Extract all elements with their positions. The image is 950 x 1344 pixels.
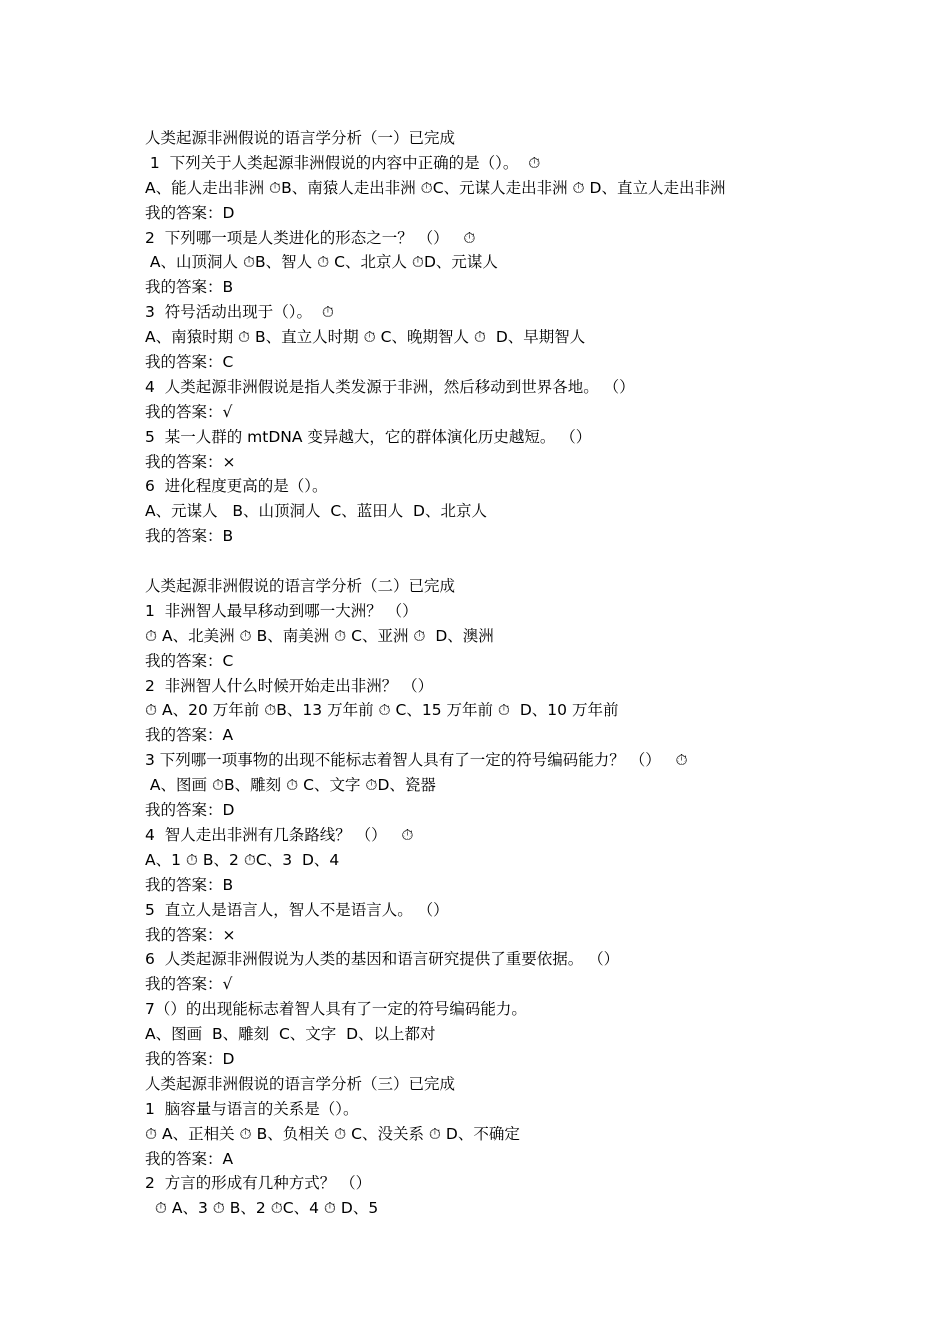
text-line: 我的答案：C <box>145 651 234 670</box>
text-line: 1 下列关于人类起源非洲假说的内容中正确的是（）。 ⏱ <box>145 153 541 172</box>
text-line: 我的答案：√ <box>145 975 233 994</box>
text-line: 我的答案：D <box>145 801 235 820</box>
text-line: 我的答案：C <box>145 353 234 372</box>
text-line: A、图画 B、雕刻 C、文字 D、以上都对 <box>145 1025 436 1044</box>
text-line: 1 脑容量与语言的关系是（）。 <box>145 1099 359 1118</box>
text-line: 我的答案：A <box>145 726 234 745</box>
text-line: 6 进化程度更高的是（）。 <box>145 477 328 496</box>
text-line: 人类起源非洲假说的语言学分析（二）已完成 <box>145 577 456 596</box>
text-line: 7（）的出现能标志着智人具有了一定的符号编码能力。 <box>145 1000 527 1019</box>
text-line: 2 方言的形成有几种方式？ （） <box>145 1174 372 1193</box>
text-line: 3 符号活动出现于（）。 ⏱ <box>145 303 334 322</box>
blank-line <box>145 549 925 574</box>
text-line: ⏱ A、北美洲 ⏱ B、南美洲 ⏱ C、亚洲 ⏱ D、澳洲 <box>145 626 494 645</box>
text-line: 我的答案：× <box>145 925 236 944</box>
text-line: 5 某一人群的 mtDNA 变异越大，它的群体演化历史越短。 （） <box>145 427 592 446</box>
text-line: 4 智人走出非洲有几条路线？ （） ⏱ <box>145 825 414 844</box>
text-line: ⏱ A、正相关 ⏱ B、负相关 ⏱ C、没关系 ⏱ D、不确定 <box>145 1124 520 1143</box>
text-line: 1 非洲智人最早移动到哪一大洲？ （） <box>145 601 418 620</box>
text-line: 6 人类起源非洲假说为人类的基因和语言研究提供了重要依据。 （） <box>145 950 620 969</box>
text-line: 2 非洲智人什么时候开始走出非洲？ （） <box>145 676 434 695</box>
text-line: A、南猿时期 ⏱ B、直立人时期 ⏱ C、晚期智人 ⏱ D、早期智人 <box>145 328 586 347</box>
text-line: A、元谋人 B、山顶洞人 C、蓝田人 D、北京人 <box>145 502 487 521</box>
text-line: ⏱ A、3 ⏱ B、2 ⏱C、4 ⏱ D、5 <box>145 1199 379 1218</box>
text-line: A、山顶洞人 ⏱B、智人 ⏱ C、北京人 ⏱D、元谋人 <box>145 253 498 272</box>
document-body <box>145 126 925 1221</box>
text-line: 我的答案：× <box>145 452 236 471</box>
text-line: 2 下列哪一项是人类进化的形态之一？ （） ⏱ <box>145 228 476 247</box>
text-line: 我的答案：√ <box>145 402 233 421</box>
text-line: A、1 ⏱ B、2 ⏱C、3 D、4 <box>145 850 340 869</box>
text-line: 我的答案：B <box>145 527 234 546</box>
text-line: 3 下列哪一项事物的出现不能标志着智人具有了一定的符号编码能力？ （） ⏱ <box>145 751 688 770</box>
text-line: 4 人类起源非洲假说是指人类发源于非洲，然后移动到世界各地。 （） <box>145 377 635 396</box>
text-line: 我的答案：D <box>145 203 235 222</box>
text-line: 我的答案：D <box>145 1049 235 1068</box>
text-line: 我的答案：A <box>145 1149 234 1168</box>
text-line: 人类起源非洲假说的语言学分析（一）已完成 <box>145 129 456 147</box>
text-line: 我的答案：B <box>145 278 234 297</box>
text-line: ⏱ A、20 万年前 ⏱B、13 万年前 ⏱ C、15 万年前 ⏱ D、10 万年前 <box>145 701 619 720</box>
text-line: 5 直立人是语言人，智人不是语言人。 （） <box>145 900 449 919</box>
text-line: 人类起源非洲假说的语言学分析（三）已完成 <box>145 1074 456 1093</box>
text-line: A、能人走出非洲 ⏱B、南猿人走出非洲 ⏱C、元谋人走出非洲 ⏱ D、直立人走出非洲 <box>145 178 726 197</box>
text-line: 我的答案：B <box>145 875 234 894</box>
text-line: A、图画 ⏱B、雕刻 ⏱ C、文字 ⏱D、瓷器 <box>145 776 436 795</box>
